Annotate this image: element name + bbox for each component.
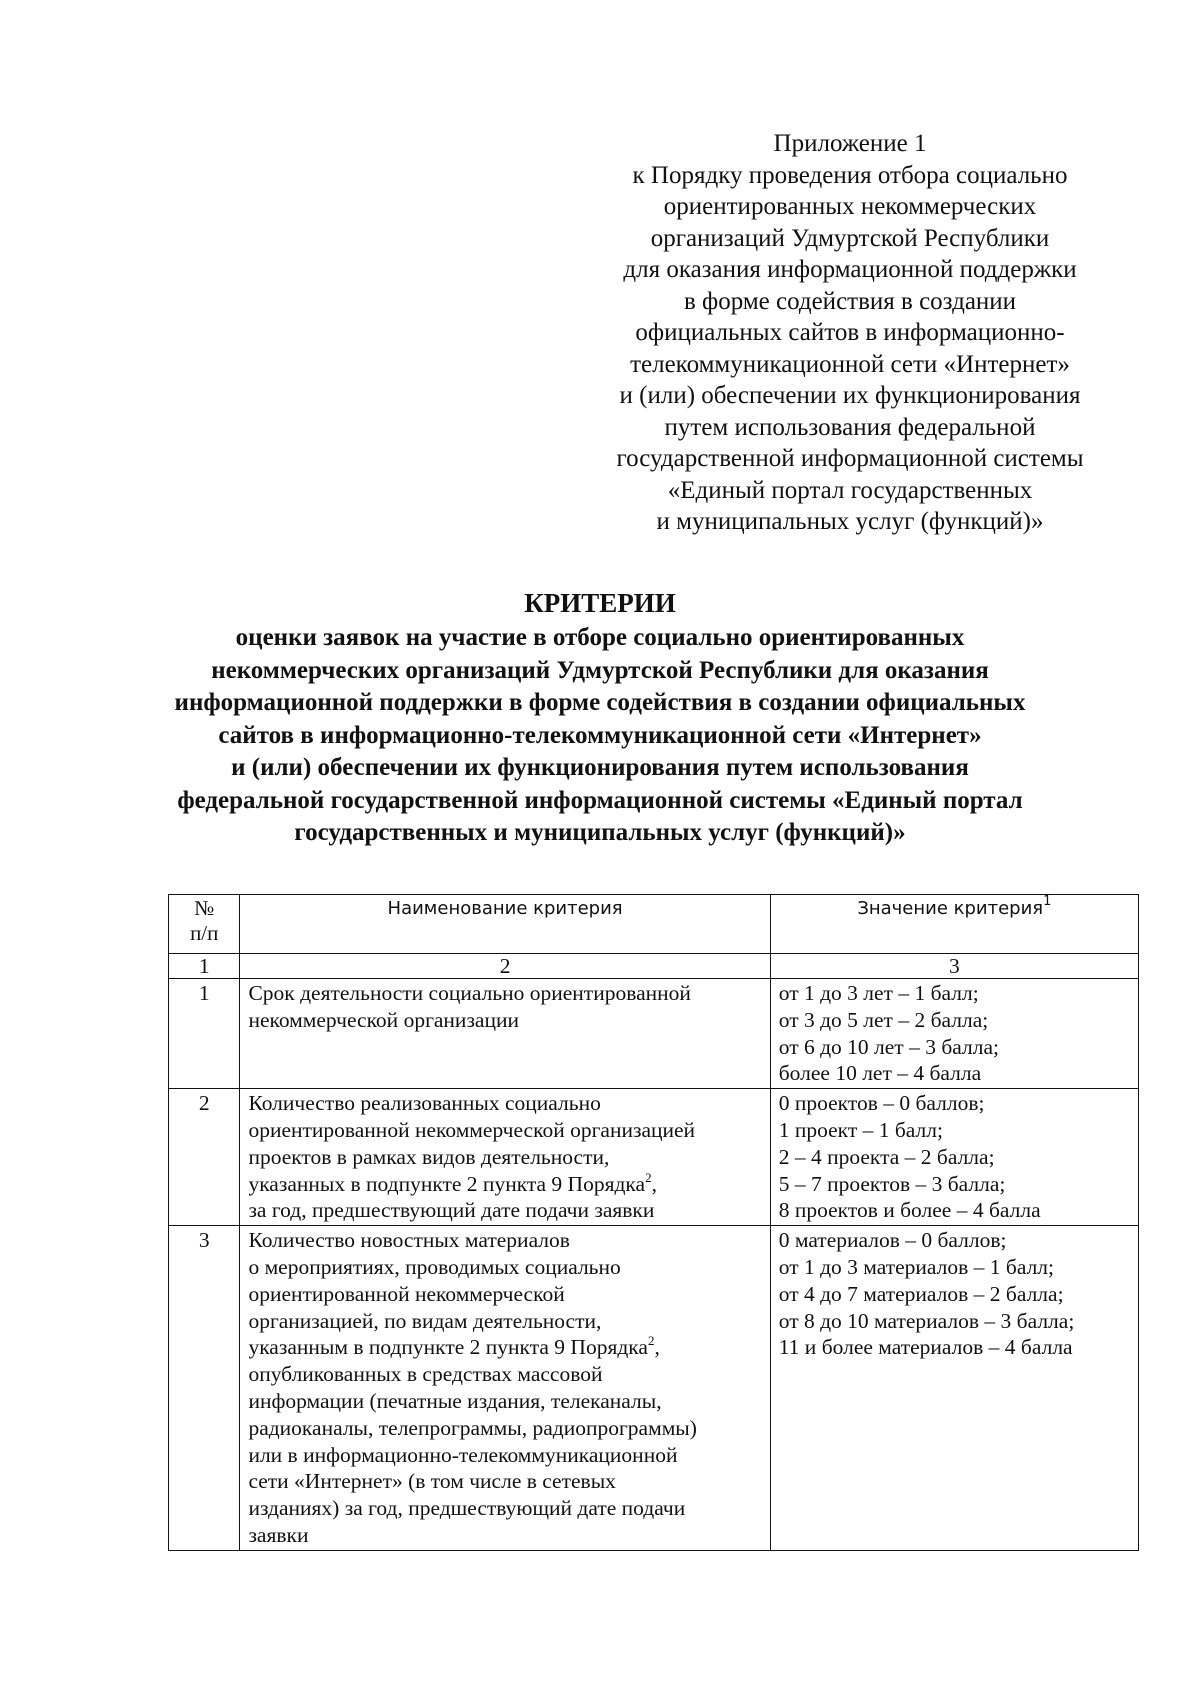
appendix-line: к Порядку проведения отбора социально [632,161,1068,189]
criterion-name [240,979,770,1089]
header-criterion-value [770,895,1138,954]
appendix-line: телекоммуникационной сети «Интернет» [630,350,1070,378]
table-row [169,979,1139,1089]
criterion-name-line: заявки [248,1522,309,1547]
criterion-name-line: изданиях) за год, предшествующий дате подачи [248,1496,686,1521]
header-number-sign: № [194,896,215,920]
table-header-row [169,895,1139,954]
header-number-label: п/п [190,921,219,945]
title-main: КРИТЕРИИ [524,588,676,618]
appendix-line: «Единый портал государственных [667,476,1033,504]
criterion-name-text: указанных в подпункте 2 пункта 9 Порядка [248,1171,646,1196]
criterion-name-line: Количество реализованных социально [248,1091,601,1116]
criterion-value-line: 11 и более материалов – 4 балла [778,1335,1073,1360]
title-sub-line: оценки заявок на участие в отборе социально ориентированных [235,624,965,651]
criterion-value [770,1226,1138,1551]
table-row [169,1226,1139,1551]
criterion-name-text: указанным в подпункте 2 пункта 9 Порядка [248,1335,648,1360]
appendix-line: организаций Удмуртской Республики [650,224,1050,252]
criterion-value-line: 2 – 4 проекта – 2 балла; [778,1144,995,1169]
criterion-name-punct: , [654,1335,660,1360]
criterion-value-line: от 4 до 7 материалов – 2 балла; [778,1281,1064,1306]
criterion-name-line: проектов в рамках видов деятельности, [248,1144,610,1169]
criterion-value-line: от 1 до 3 лет – 1 балл; [778,981,979,1005]
criterion-name-line: информации (печатные издания, телеканалы, [248,1388,662,1413]
appendix-line: и муниципальных услуг (функций)» [656,508,1044,535]
criterion-name-line: за год, предшествующий дате подачи заявки [248,1198,655,1223]
criterion-value-line: 0 проектов – 0 баллов; [778,1091,985,1116]
criterion-name-line: о мероприятиях, проводимых социально [248,1254,621,1279]
title-subtitle [0,622,1200,850]
criterion-name-line: некоммерческой организации [248,1007,519,1032]
criterion-value-line: от 3 до 5 лет – 2 балла; [778,1007,989,1032]
column-number: 3 [770,954,1138,979]
column-number: 2 [240,954,770,979]
appendix-line: Приложение 1 [773,130,927,157]
criterion-name-line: Срок деятельности социально ориентированной [248,981,691,1005]
criterion-name-line: сети «Интернет» (в том числе в сетевых [248,1469,616,1494]
header-criterion-name [240,895,770,954]
criterion-name-line: ориентированной некоммерческой [248,1281,565,1306]
title-sub-line: сайтов в информационно-телекоммуникационной сети «Интернет» [218,721,982,749]
criterion-value-line: от 1 до 3 материалов – 1 балл; [778,1254,1055,1279]
title-sub-line: информационной поддержки в форме содействия в создании официальных [174,689,1026,716]
appendix-line: путем использования федеральной [664,413,1036,441]
header-number [169,895,240,954]
footnote-mark: 1 [1043,894,1052,909]
criterion-name [240,1226,770,1551]
appendix-line: ориентированных некоммерческих [663,193,1037,220]
column-number-row [169,954,1139,979]
criterion-name-line: Количество новостных материалов [248,1228,570,1253]
title-sub-line: некоммерческих организаций Удмуртской Республики для оказания [211,656,989,684]
criterion-name-line: радиоканалы, телепрограммы, радиопрограммы) [248,1415,697,1440]
column-number: 1 [169,954,240,979]
criterion-name-line: ориентированной некоммерческой организацией [248,1117,696,1142]
criterion-name-line: указанных в подпункте 2 пункта 9 Порядка$^2$, [248,1169,657,1196]
document-title [0,586,1200,850]
criterion-value-line: 0 материалов – 0 баллов; [778,1228,1007,1253]
header-criterion-value-text: Значение критерия [857,898,1044,919]
criterion-value [770,979,1138,1089]
title-sub-line: федеральной государственной информационной системы «Единый портал [177,786,1023,814]
criterion-name-line: опубликованных в средствах массовой [248,1362,603,1387]
appendix-line: официальных сайтов в информационно- [635,319,1065,346]
row-number: 1 [169,979,240,1089]
criterion-value-line: 1 проект – 1 балл; [778,1117,943,1142]
appendix-line: для оказания информационной поддержки [623,256,1077,283]
title-sub-line: государственных и муниципальных услуг (функций)» [294,819,906,846]
footnote-mark: 2 [645,1169,652,1185]
appendix-line: государственной информационной системы [616,445,1084,472]
row-number: 2 [169,1089,240,1226]
criterion-value-line: 5 – 7 проектов – 3 балла; [778,1171,1006,1196]
table-row [169,1089,1139,1226]
criterion-name-line: организацией, по видам деятельности, [248,1308,602,1333]
footnote-mark: 2 [647,1333,655,1349]
row-number: 3 [169,1226,240,1551]
criterion-value-line: 8 проектов и более – 4 балла [778,1198,1041,1223]
criterion-value-line: от 8 до 10 материалов – 3 балла; [778,1308,1075,1333]
criterion-value-line: от 6 до 10 лет – 3 балла; [778,1034,999,1059]
criterion-name-line [248,1334,761,1361]
title-sub-line: и (или) обеспечении их функционирования путем использования [231,754,969,781]
header-criterion-name-text: Наименование критерия [387,898,623,919]
criteria-table [168,894,1139,1551]
criterion-name-line: или в информационно-телекоммуникационной [248,1442,678,1467]
appendix-line: в форме содействия в создании [683,287,1017,315]
criterion-name [240,1089,770,1226]
appendix-block [590,128,1110,538]
criterion-value-line: более 10 лет – 4 балла [778,1061,982,1086]
appendix-line: и (или) обеспечении их функционирования [619,382,1081,409]
criterion-value [770,1089,1138,1226]
